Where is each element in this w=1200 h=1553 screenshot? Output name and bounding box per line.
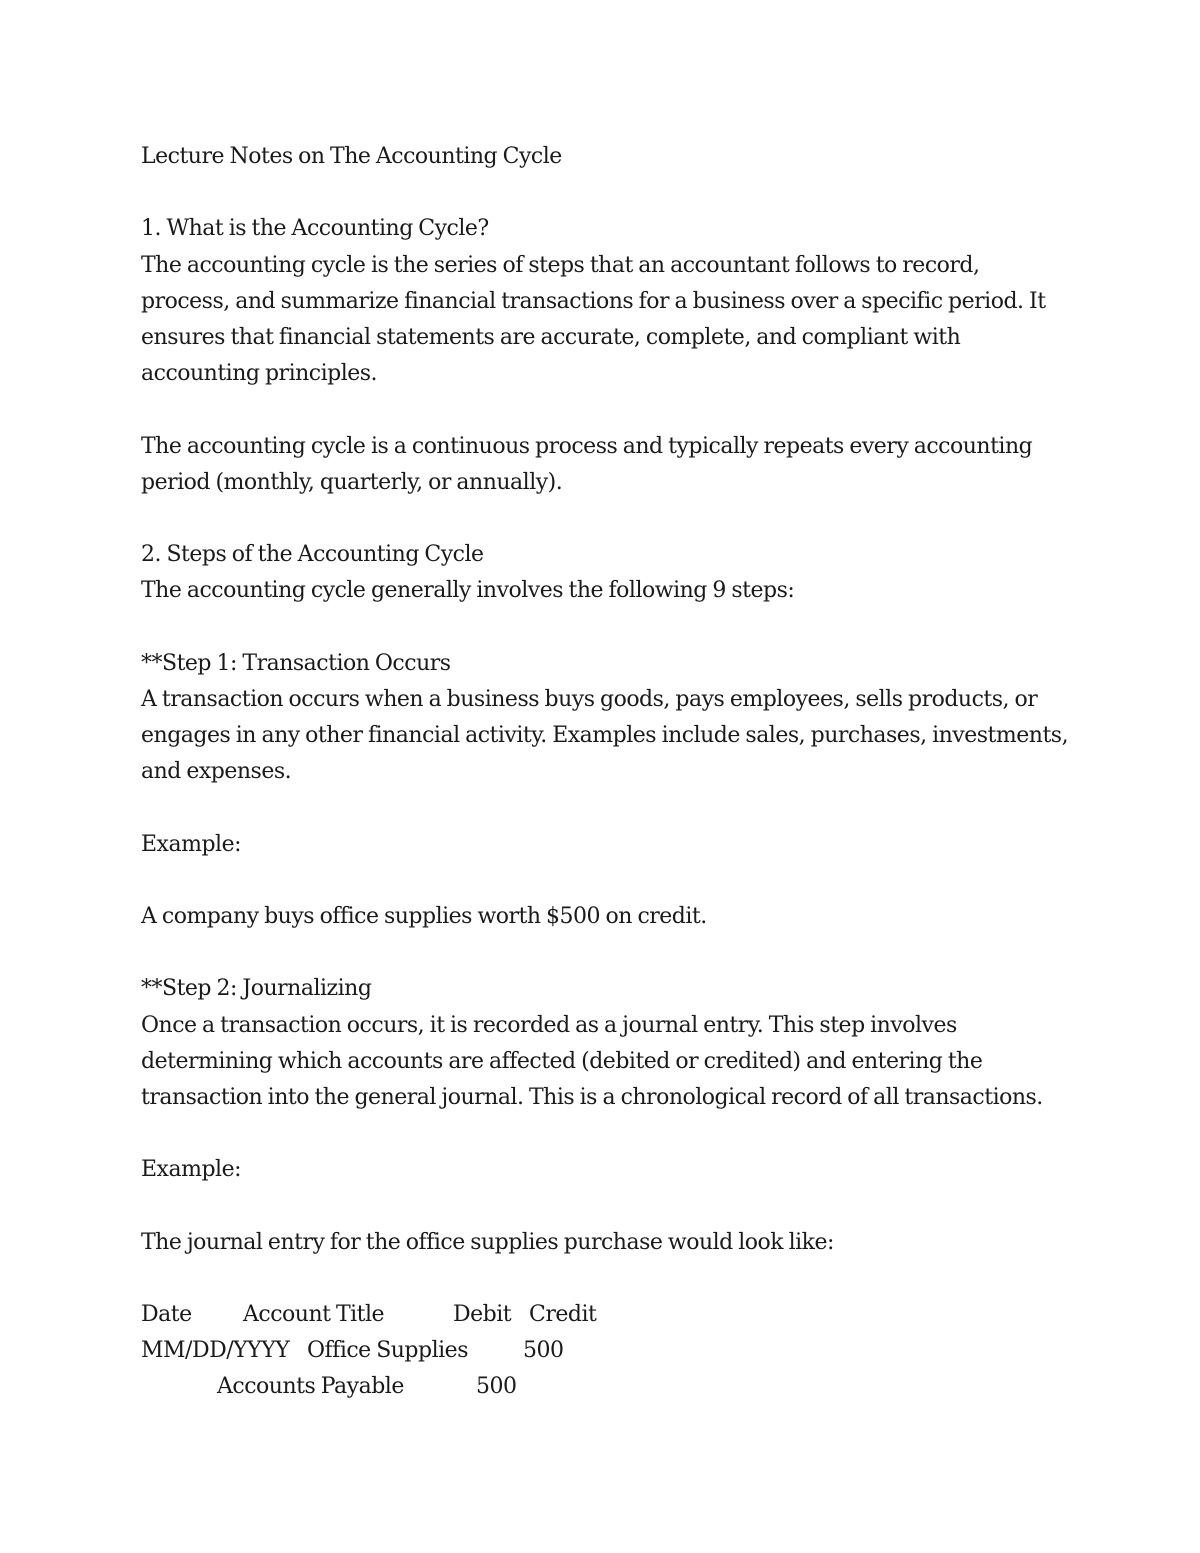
step2-example-label: Example: bbox=[141, 1157, 241, 1183]
step1-text-line: A transaction occurs when a business buys goods, pays employees, sells products, or bbox=[141, 686, 1038, 712]
spacer bbox=[141, 175, 1101, 211]
spacer bbox=[141, 392, 1101, 428]
step1-example-label: Example: bbox=[141, 831, 241, 857]
step2-text-line: transaction into the general journal. This is a chronological record of all transactions. bbox=[141, 1084, 1043, 1110]
section1-para1-line: accounting principles. bbox=[141, 361, 378, 387]
journal-header-debit: Debit bbox=[453, 1302, 512, 1327]
journal-header-account: Account Title bbox=[243, 1302, 385, 1327]
section1-para2-line: The accounting cycle is a continuous process and typically repeats every accounting bbox=[141, 433, 1033, 459]
document-title: Lecture Notes on The Accounting Cycle bbox=[141, 144, 562, 169]
spacer bbox=[141, 1116, 1101, 1152]
section1-para1-line: The accounting cycle is the series of steps that an accountant follows to record, bbox=[141, 252, 980, 278]
section2-intro: The accounting cycle generally involves the following 9 steps: bbox=[141, 578, 795, 604]
spacer bbox=[141, 609, 1101, 645]
document-page bbox=[141, 139, 1101, 1406]
journal-row-credit-amount: 500 bbox=[476, 1374, 517, 1400]
step2-text-line: determining which accounts are affected (debited or credited) and entering the bbox=[141, 1048, 983, 1074]
spacer bbox=[141, 863, 1101, 899]
section1-para2-line: period (monthly, quarterly, or annually). bbox=[141, 469, 563, 495]
step1-example-text: A company buys office supplies worth $500 on credit. bbox=[141, 903, 707, 929]
section1-heading: 1. What is the Accounting Cycle? bbox=[141, 216, 489, 242]
step2-heading: **Step 2: Journalizing bbox=[141, 976, 372, 1002]
journal-row-account: Accounts Payable bbox=[217, 1374, 404, 1400]
journal-header-credit: Credit bbox=[529, 1302, 597, 1327]
step1-text-line: engages in any other financial activity. Examples include sales, purchases, investments, bbox=[141, 723, 1069, 748]
spacer bbox=[141, 1188, 1101, 1224]
section1-para1-line: ensures that financial statements are accurate, complete, and compliant with bbox=[141, 324, 961, 350]
journal-row-account: Office Supplies bbox=[307, 1338, 468, 1364]
journal-row-debit-amount: 500 bbox=[523, 1338, 564, 1364]
step1-text-line: and expenses. bbox=[141, 759, 292, 785]
spacer bbox=[141, 501, 1101, 537]
spacer bbox=[141, 790, 1101, 826]
journal-row-date: MM/DD/YYYY bbox=[141, 1338, 290, 1364]
section2-heading: 2. Steps of the Accounting Cycle bbox=[141, 542, 484, 568]
journal-header-row bbox=[141, 1297, 1101, 1333]
step1-heading: **Step 1: Transaction Occurs bbox=[141, 650, 451, 676]
step2-example-text: The journal entry for the office supplies purchase would look like: bbox=[141, 1229, 834, 1255]
section1-para1-line: process, and summarize financial transactions for a business over a specific period. It bbox=[141, 288, 1046, 314]
spacer bbox=[141, 1261, 1101, 1297]
step2-text-line: Once a transaction occurs, it is recorded as a journal entry. This step involves bbox=[141, 1012, 957, 1038]
journal-row bbox=[141, 1369, 1101, 1405]
spacer bbox=[141, 935, 1101, 971]
journal-row bbox=[141, 1333, 1101, 1369]
journal-header-date: Date bbox=[141, 1302, 192, 1327]
